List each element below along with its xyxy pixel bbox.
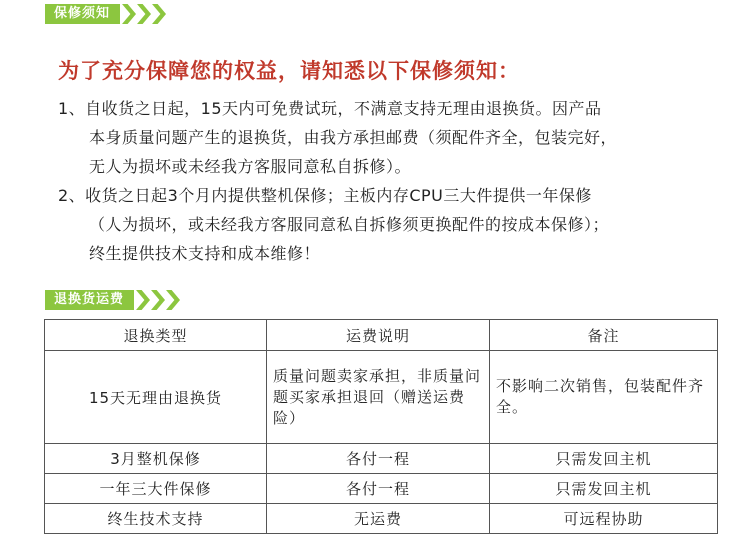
shipping-fee-table — [44, 319, 718, 534]
table-header-cell: 备注 — [490, 320, 718, 351]
notice-item — [58, 94, 748, 181]
notice-line: 无人为损坏或未经我方客服同意私自拆修）。 — [89, 157, 412, 176]
table-row — [45, 444, 718, 474]
table-cell: 3月整机保修 — [45, 444, 267, 474]
section-banner-label: 保修须知 — [45, 4, 120, 24]
table-cell: 无运费 — [267, 504, 490, 534]
table-row — [45, 474, 718, 504]
table-header-cell: 运费说明 — [267, 320, 490, 351]
table-cell: 一年三大件保修 — [45, 474, 267, 504]
table-cell: 不影响二次销售，包装配件齐全。 — [490, 351, 718, 444]
notice-line: 1、自收货之日起，15天内可免费试玩，不满意支持无理由退换货。因产品 — [58, 99, 602, 118]
table-cell: 各付一程 — [267, 444, 490, 474]
table-header-row — [45, 320, 718, 351]
notice-line: 终生提供技术支持和成本维修！ — [89, 244, 321, 263]
section-banner-warranty — [45, 4, 167, 24]
table-cell: 各付一程 — [267, 474, 490, 504]
notice-line: （人为损坏，或未经我方客服同意私自拆修须更换配件的按成本保修）； — [89, 215, 610, 234]
notice-line: 2、收货之日起3个月内提供整机保修；主板内存CPU三大件提供一年保修 — [58, 186, 592, 205]
chevron-arrows-icon — [136, 290, 181, 310]
table-cell: 只需发回主机 — [490, 444, 718, 474]
table-cell: 可远程协助 — [490, 504, 718, 534]
chevron-arrows-icon — [122, 4, 167, 24]
table-row — [45, 504, 718, 534]
table-cell: 终生技术支持 — [45, 504, 267, 534]
section-banner-label: 退换货运费 — [45, 290, 134, 310]
warranty-notices — [58, 94, 748, 268]
table-row — [45, 351, 718, 444]
table-cell: 质量问题卖家承担，非质量问题买家承担退回（赠送运费险） — [267, 351, 490, 444]
table-cell: 只需发回主机 — [490, 474, 718, 504]
notice-line: 本身质量问题产生的退换货，由我方承担邮费（须配件齐全，包装完好， — [89, 128, 618, 147]
section-banner-shipping — [45, 290, 181, 310]
table-header-cell: 退换类型 — [45, 320, 267, 351]
page-headline: 为了充分保障您的权益，请知悉以下保修须知： — [58, 59, 520, 83]
table-cell: 15天无理由退换货 — [45, 351, 267, 444]
notice-item — [58, 181, 748, 268]
